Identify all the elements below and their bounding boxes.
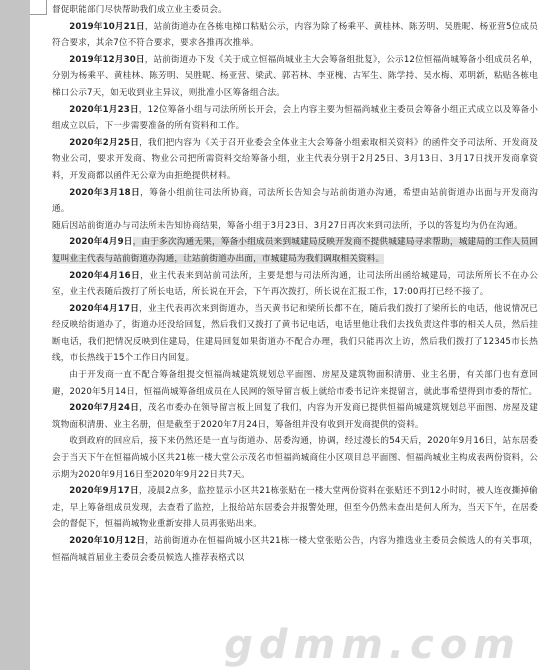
paragraph bbox=[52, 102, 538, 135]
paragraph bbox=[52, 135, 538, 185]
paragraph-text: 随后因站前街道办与司法所未告知协商结果，筹备小组于3月23日、3月27日再次来到司法所，予以的答复均为仍在沟通。 bbox=[52, 220, 523, 231]
page-corner-mark bbox=[30, 0, 47, 15]
paragraph bbox=[52, 19, 538, 52]
paragraph-date: 2020年4月9日 bbox=[69, 237, 133, 248]
paragraph bbox=[52, 268, 538, 301]
paragraph-date: 2020年10月12日 bbox=[69, 536, 146, 546]
paragraph-text: ，12位筹备小组与司法所所长开会，会上内容主要为恒福尚城业主委员会筹备小组正式成立以及筹备小组成立以后，下一步需要准备的所有资料和工作。 bbox=[52, 104, 539, 132]
paragraph bbox=[52, 400, 538, 433]
paragraph-text: ，业主代表再次来到街道办，当天黄书记和梁所长都不在，随后我们拨打了梁所长的电话，他说情况已经反映给街道办了，街道办还没给回复，然后我们又拨打了黄书记电话，电话里他让我们去找负责这件事的相关人员，然后挂断电话，我们把情况反映到住建局，住建局回复如果街道办不配合办理，我们只能再次上访，然后我们拨打了12345市长热线，市长热线于15个工作日内回复。 bbox=[52, 303, 538, 364]
paragraph-date: 2019年12月30日 bbox=[69, 54, 145, 65]
watermark: gdmm.com bbox=[224, 622, 521, 668]
page-margin-left bbox=[0, 0, 30, 670]
paragraph bbox=[52, 483, 538, 533]
paragraph-text: ，筹备小组前往司法所协商，司法所长告知会与站前街道办沟通，希望由站前街道办出面与开发商沟通。 bbox=[52, 187, 538, 215]
paragraph-date: 2020年4月17日 bbox=[69, 303, 140, 314]
paragraph-text: ，由于多次沟通无果，筹备小组成员来到城建局反映开发商不提供城建局寻求帮助，城建局的工作人员回复叫业主代表与站前街道办沟通，让站前街道办出面，市城建局为我们调取相关资料。 bbox=[52, 237, 538, 264]
paragraph-text: 收到政府的回应后，接下来仍然还是一直与街道办、居委沟通，协调，经过漫长的54天后，2020年9月16日，站东居委会于当天下午在恒福尚城小区共21栋一楼大堂公示茂名市恒福尚城商住小区项目总平面图、恒福尚城业主构成表两份资料，公示期为2020年9月16日至2020年9月22日共7天。 bbox=[52, 436, 538, 480]
paragraph-date: 2020年4月16日 bbox=[69, 270, 141, 281]
paragraph-text: ，业主代表来到站前司法所，主要是想与司法所沟通，让司法所出函给城建局，司法所所长不在办公室，业主代表随后拨打了所长电话，所长说在开会，下午再次拨打，所长说在汇报工作，17:00再打已经不接了。 bbox=[52, 270, 538, 298]
paragraph bbox=[52, 533, 538, 566]
paragraph bbox=[52, 234, 538, 267]
paragraph-text: 督促职能部门尽快帮助我们成立业主委员会。 bbox=[52, 5, 227, 15]
paragraph-date: 2020年9月17日 bbox=[69, 486, 139, 497]
paragraph bbox=[52, 433, 538, 483]
paragraph-text: ，站前街道办在各栋电梯口粘贴公示，内容为除了杨乘平、黄桂林、陈芳明、吴胜昵、杨亚营5位成员符合要求，其余7位不符合要求，要求各推再次推举。 bbox=[52, 21, 538, 49]
paragraph-date: 2020年3月18日 bbox=[69, 187, 141, 198]
paragraph-date: 2020年7月24日 bbox=[69, 403, 140, 414]
paragraph bbox=[52, 218, 538, 235]
paragraph-text: 由于开发商一直不配合筹备组提交恒福尚城建筑规划总平面图、房屋及建筑物面积清册、业主名册，有关部门也有意回避，2020年5月14日，恒福尚城筹备组成员在人民网的领导留言板上就给市委书记许来提留言，就此事希望得到市委的帮忙。 bbox=[52, 370, 538, 397]
paragraph-text: ，凌晨2点多，监控显示小区共21栋张贴在一楼大堂两份资料在张贴还不到12小时时，被人连夜撕掉偷走，早上筹备组成员发现，去查看了监控，上报给站东居委会并报警处理，但至今仍然未查出是何人所为，当天下午，在居委会的督促下，恒福尚城物业重新安排人员再张贴出来。 bbox=[52, 486, 539, 530]
paragraph-text: ，站前街道办在恒福尚城小区共21栋一楼大堂张贴公告，内容为推选业主委员会候选人的有关事项，恒福尚城首届业主委员会委员候选人推荐表格式以 bbox=[52, 536, 538, 563]
paragraph-date: 2020年2月25日 bbox=[69, 137, 140, 148]
paragraph bbox=[52, 301, 538, 367]
paragraph-date: 2019年10月21日 bbox=[69, 21, 145, 32]
paragraph bbox=[52, 52, 538, 102]
document-body bbox=[52, 2, 538, 566]
paragraph-text: ，我们把内容为《关于召开业委会全体业主大会筹备小组索取相关资料》的函件交予司法所、开发商及物业公司，要求开发商、物业公司把所需资料交给筹备小组，业主代表分别于2月25日、3月13日、3月17日找开发商拿资料，开发商都以函件无公章为由拒绝提供材料。 bbox=[52, 137, 538, 181]
paragraph-date: 2020年1月23日 bbox=[69, 104, 139, 115]
paragraph-text: ，站前街道办下发《关于成立恒福尚城业主大会筹备组批复》，公示12位恒福尚城筹备小组成员名单，分别为杨乘平、黄桂林、陈芳明、吴胜昵、杨亚营、梁武、郭若林、李亚槐、古军生、陈学持、吴水梅、邓明新，粘贴各栋电梯口公示7天，如无收到业主异议，则批准小区筹备组合法。 bbox=[52, 54, 538, 98]
paragraph bbox=[52, 2, 538, 19]
paragraph-text: ，茂名市委办在领导留言板上回复了我们，内容为开发商已提供恒福尚城建筑规划总平面图、房屋及建筑物面积清册、业主名册，但是截至于2020年7月24日，筹备组并没有收到开发商提供的资料。 bbox=[52, 403, 538, 430]
paragraph bbox=[52, 185, 538, 218]
paragraph bbox=[52, 367, 538, 400]
